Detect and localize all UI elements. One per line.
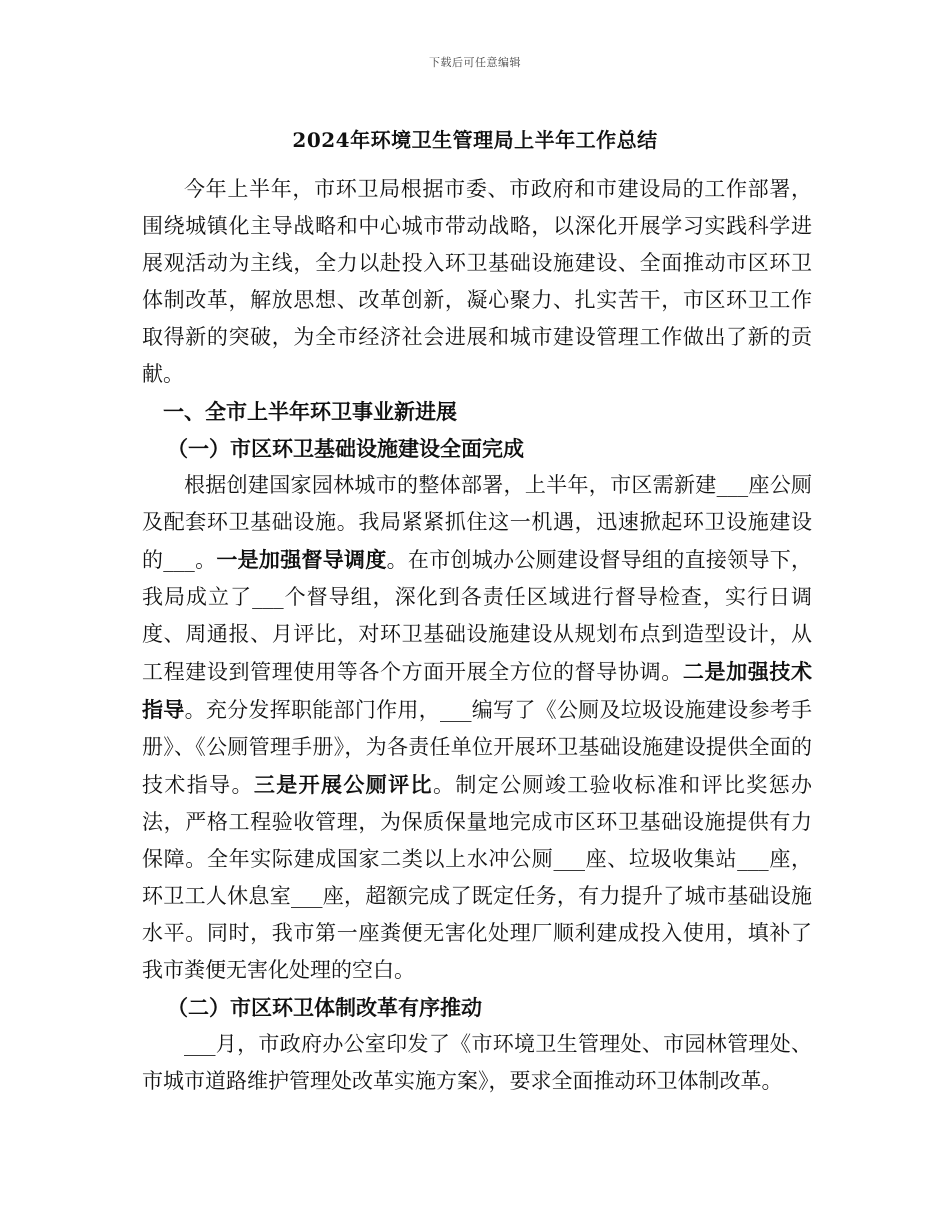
text-segment: 。在市创城办公厕建设督导组的直接领导下，我局成立了___个督导组，深化到各责任区域进行督导检查，实行日调度、周通报、月评比，对环卫基础设施建设从规划布点到造型设计，从工程建设到管理使用等各个方面开展全方位的督导协调。 xyxy=(142,548,813,684)
document-body xyxy=(142,171,812,1100)
text-segment: 。制定公厕竣工验收标准和评比奖惩办法，严格工程验收管理，为保质保量地完成市区环卫基础设施提供有力保障。全年实际建成国家二类以上水冲公厕___座、垃圾收集站___座，环卫工人休息室___座，超额完成了既定任务，有力提升了城市基础设施水平。同时，我市第一座粪便无害化处理厂顺利建成投入使用，填补了我市粪便无害化处理的空白。 xyxy=(142,773,813,982)
document-title: 2024年环境卫生管理局上半年工作总结 xyxy=(292,128,658,152)
subsection-2-paragraph: ___月，市政府办公室印发了《市环境卫生管理处、市园林管理处、市城市道路维护管理处改革实施方案》，要求全面推动环卫体制改革。 xyxy=(142,1032,812,1093)
subsection-heading-2: （二）市区环卫体制改革有序推动 xyxy=(167,995,482,1020)
intro-paragraph: 今年上半年，市环卫局根据市委、市政府和市建设局的工作部署，围绕城镇化主导战略和中心城市带动战略，以深化开展学习实践科学进展观活动为主线，全力以赴投入环卫基础设施建设、全面推动市区环卫体制改革，解放思想、改革创新，凝心聚力、扎实苦干，市区环卫工作取得新的突破，为全市经济社会进展和城市建设管理工作做出了新的贡献。 xyxy=(142,177,812,386)
subsection-heading-1: （一）市区环卫基础设施建设全面完成 xyxy=(167,436,524,461)
bold-point-3: 三是开展公厕评比 xyxy=(253,772,433,797)
bold-point-2: 二是加强技术指导 xyxy=(142,659,813,722)
text-segment: 根据创建国家园林城市的整体部署，上半年，市区需新建___座公厕及配套环卫基础设施。我局紧紧抓住这一机遇，迅速掀起环卫设施建设的___。 xyxy=(142,473,812,572)
subsection-1-paragraph xyxy=(142,467,812,989)
header-note: 下载后可任意编辑 xyxy=(429,56,521,69)
text-segment: 。充分发挥职能部门作用，___编写了《公厕及垃圾设施建设参考手册》、《公厕管理手册》，为各责任单位开展环卫基础设施建设提供全面的技术指导。 xyxy=(142,698,813,797)
section-heading: 一、全市上半年环卫事业新进展 xyxy=(163,399,457,424)
bold-point-1: 一是加强督导调度 xyxy=(216,547,387,572)
